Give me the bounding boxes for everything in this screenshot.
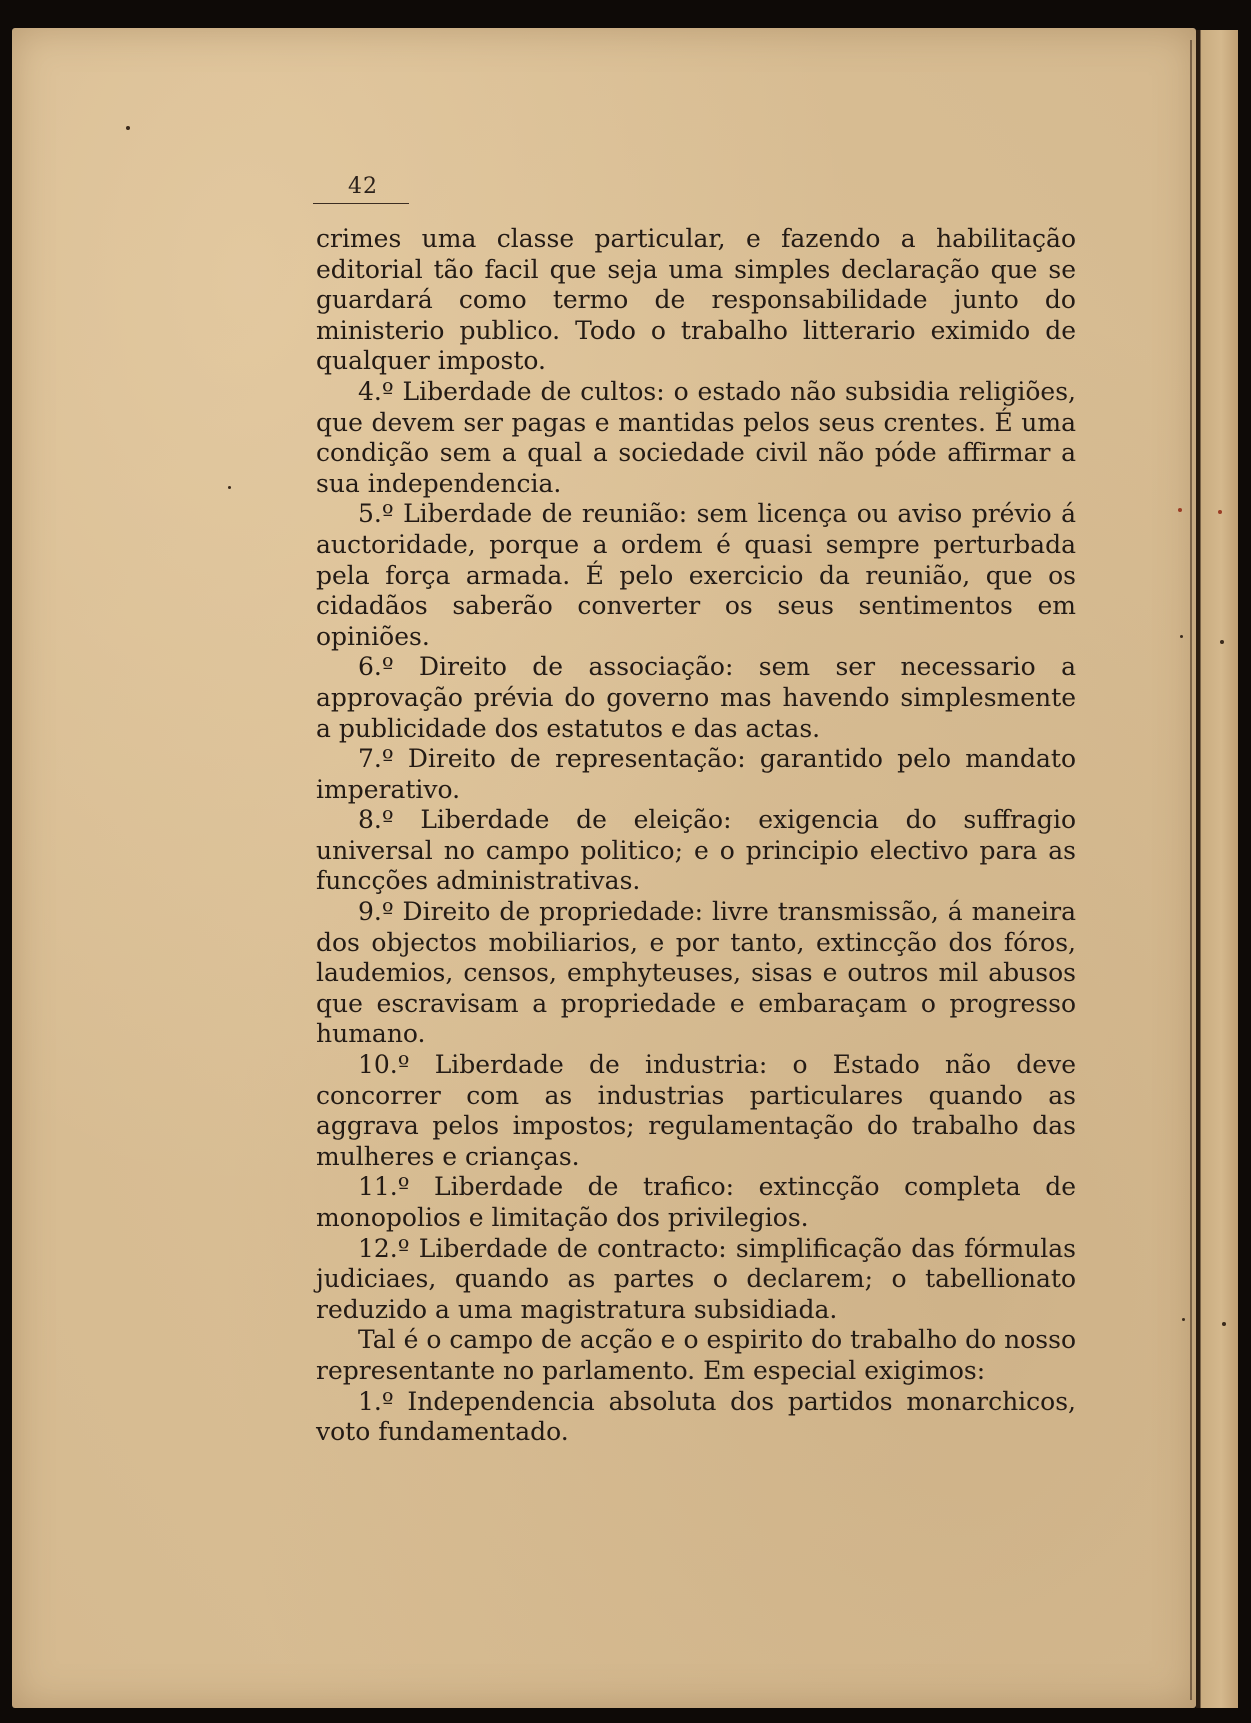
paragraph: 4.º Liberdade de cultos: o estado não subsidia religiões, que devem ser pagas e mantidas pelos seus crentes. É uma condição sem a qual a sociedade civil não póde affirmar a sua independencia. [316, 376, 1076, 498]
paragraph: 11.º Liberdade de trafico: extincção completa de monopolios e limitação dos privilegios. [316, 1172, 1076, 1232]
paper-speck [1218, 510, 1222, 514]
paragraph: 10.º Liberdade de industria: o Estado não deve concorrer com as industrias particulares quando as aggrava pelos impostos; regulamentação do trabalho das mulheres e crianças. [316, 1050, 1076, 1171]
paper-speck [228, 486, 231, 489]
paper-speck [1182, 1318, 1185, 1321]
page-number: 42 [348, 174, 378, 199]
body-text [316, 224, 1076, 1448]
paragraph: 7.º Direito de representação: garantido pelo mandato imperativo. [316, 744, 1076, 804]
paper-speck [1178, 508, 1182, 512]
paragraph: 8.º Liberdade de eleição: exigencia do suffragio universal no campo politico; e o principio electivo para as funcções administrativas. [316, 805, 1076, 896]
paragraph: Tal é o campo de acção e o espirito do trabalho do nosso representante no parlamento. Em especial exigimos: [316, 1325, 1076, 1385]
paragraph: 1.º Independencia absoluta dos partidos monarchicos, voto fundamentado. [316, 1386, 1076, 1447]
paragraph: 9.º Direito de propriedade: livre transmissão, á maneira dos objectos mobiliarios, e por tanto, extincção dos fóros, laudemios, censos, emphyteuses, sisas e outros mil abusos que escravisam a propriedade e embaraçam o progresso humano. [316, 897, 1076, 1049]
paper-speck [1180, 635, 1183, 638]
page-gutter-shadow [1190, 40, 1192, 1700]
paper-speck [1222, 1322, 1226, 1326]
paragraph: 6.º Direito de associação: sem ser necessario a approvação prévia do governo mas havendo simplesmente a publicidade dos estatutos e das actas. [316, 652, 1076, 743]
paragraph: 5.º Liberdade de reunião: sem licença ou aviso prévio á auctoridade, porque a ordem é quasi sempre perturbada pela força armada. É pelo exercicio da reunião, que os cidadãos saberão converter os seus sentimentos em opiniões. [316, 499, 1076, 651]
paper-speck [1220, 640, 1224, 644]
paragraph: crimes uma classe particular, e fazendo a habilitação editorial tão facil que seja uma simples declaração que se guardará como termo de responsabilidade junto do ministerio publico. Todo o trabalho litterario eximido de qualquer imposto. [316, 224, 1076, 376]
paragraph: 12.º Liberdade de contracto: simplificação das fórmulas judiciaes, quando as partes o declarem; o tabellionato reduzido a uma magistratura subsidiada. [316, 1233, 1076, 1324]
paper-speck [126, 126, 130, 130]
header-rule [313, 203, 409, 204]
next-page-edge [1196, 30, 1238, 1708]
